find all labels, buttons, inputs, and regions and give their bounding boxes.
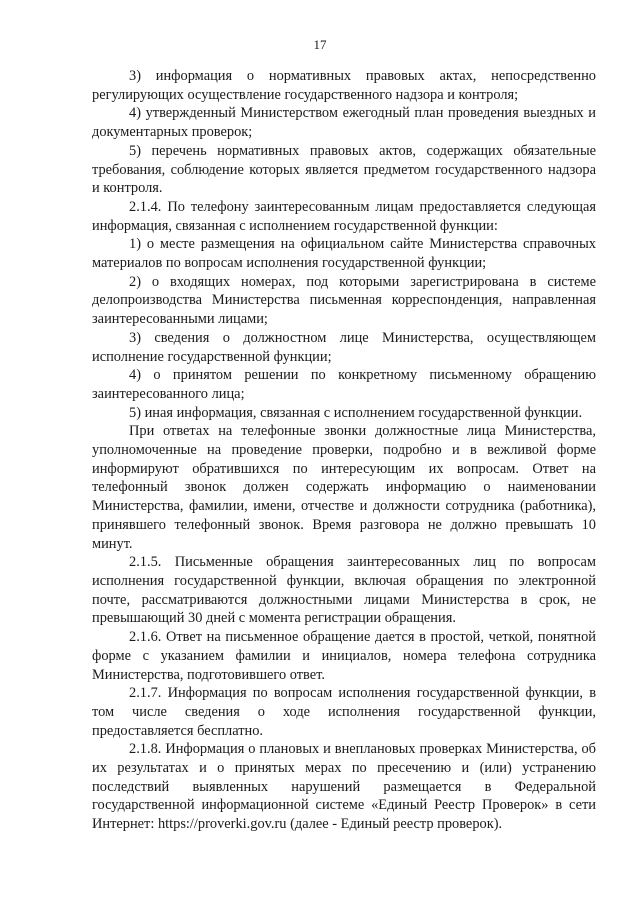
paragraph-official-info: 3) сведения о должностном лице Министерства, осуществляющем исполнение государственной функции; <box>92 329 596 365</box>
paragraph-website-materials: 1) о месте размещения на официальном сайте Министерства справочных материалов по вопросам исполнения государственной функции; <box>92 236 596 272</box>
paragraph-2-1-7: 2.1.7. Информация по вопросам исполнения государственной функции, в том числе сведения о ходе исполнения государственной функции, предоставляется бесплатно. <box>92 685 596 739</box>
paragraph-2-1-5: 2.1.5. Письменные обращения заинтересованных лиц по вопросам исполнения государственной функции, включая обращения по электронной почте, рассматриваются должностными лицами Министерства в срок, не превышающий 30 дней с момента регистрации обращения. <box>92 554 596 627</box>
paragraph-decision-info: 4) о принятом решении по конкретному письменному обращению заинтересованного лица; <box>92 367 596 402</box>
paragraph-list-normative-acts: 5) перечень нормативных правовых актов, содержащих обязательные требования, соблюдение которых является предметом государственного надзора и контроля. <box>92 142 596 197</box>
paragraph-other-info: 5) иная информация, связанная с исполнением государственной функции. <box>129 404 583 421</box>
paragraph-annual-plan: 4) утвержденный Министерством ежегодный план проведения выездных и документарных проверок; <box>92 105 596 141</box>
paragraph-info-normative-acts: 3) информация о нормативных правовых актах, непосредственно регулирующих осуществление государственного надзора и контроля; <box>92 68 596 103</box>
page-number: 17 <box>313 37 327 52</box>
paragraph-2-1-8: 2.1.8. Информация о плановых и внеплановых проверках Министерства, об их результатах и о принятых мерах по пресечению и (или) устранению последствий выявленных нарушений размещается в Федеральной государственной информационной системе «Единый Реестр Проверок» в сети Интернет: https://proverki.gov.ru (далее - Единый реестр проверок). <box>92 741 596 833</box>
paragraph-2-1-6: 2.1.6. Ответ на письменное обращение дается в простой, четкой, понятной форме с указанием фамилии и инициалов, номера телефона сотрудника Министерства, подготовившего ответ. <box>92 629 596 683</box>
paragraph-incoming-numbers: 2) о входящих номерах, под которыми зарегистрирована в системе делопроизводства Министерства письменная корреспонденция, направленная заинтересованными лицами; <box>92 273 596 328</box>
document-body <box>92 67 596 834</box>
paragraph-2-1-4: 2.1.4. По телефону заинтересованным лицам предоставляется следующая информация, связанная с исполнением государственной функции: <box>92 198 596 234</box>
paragraph-phone-answers: При ответах на телефонные звонки должностные лица Министерства, уполномоченные на проведение проверки, подробно и в вежливой форме информируют обратившихся по интересующим их вопросам. Ответ на телефонный звонок должен содержать информацию о наименовании Министерства, фамилии, имени, отчестве и должности сотрудника (работника), принявшего телефонный звонок. Время разговора не должно превышать 10 минут. <box>92 423 596 552</box>
